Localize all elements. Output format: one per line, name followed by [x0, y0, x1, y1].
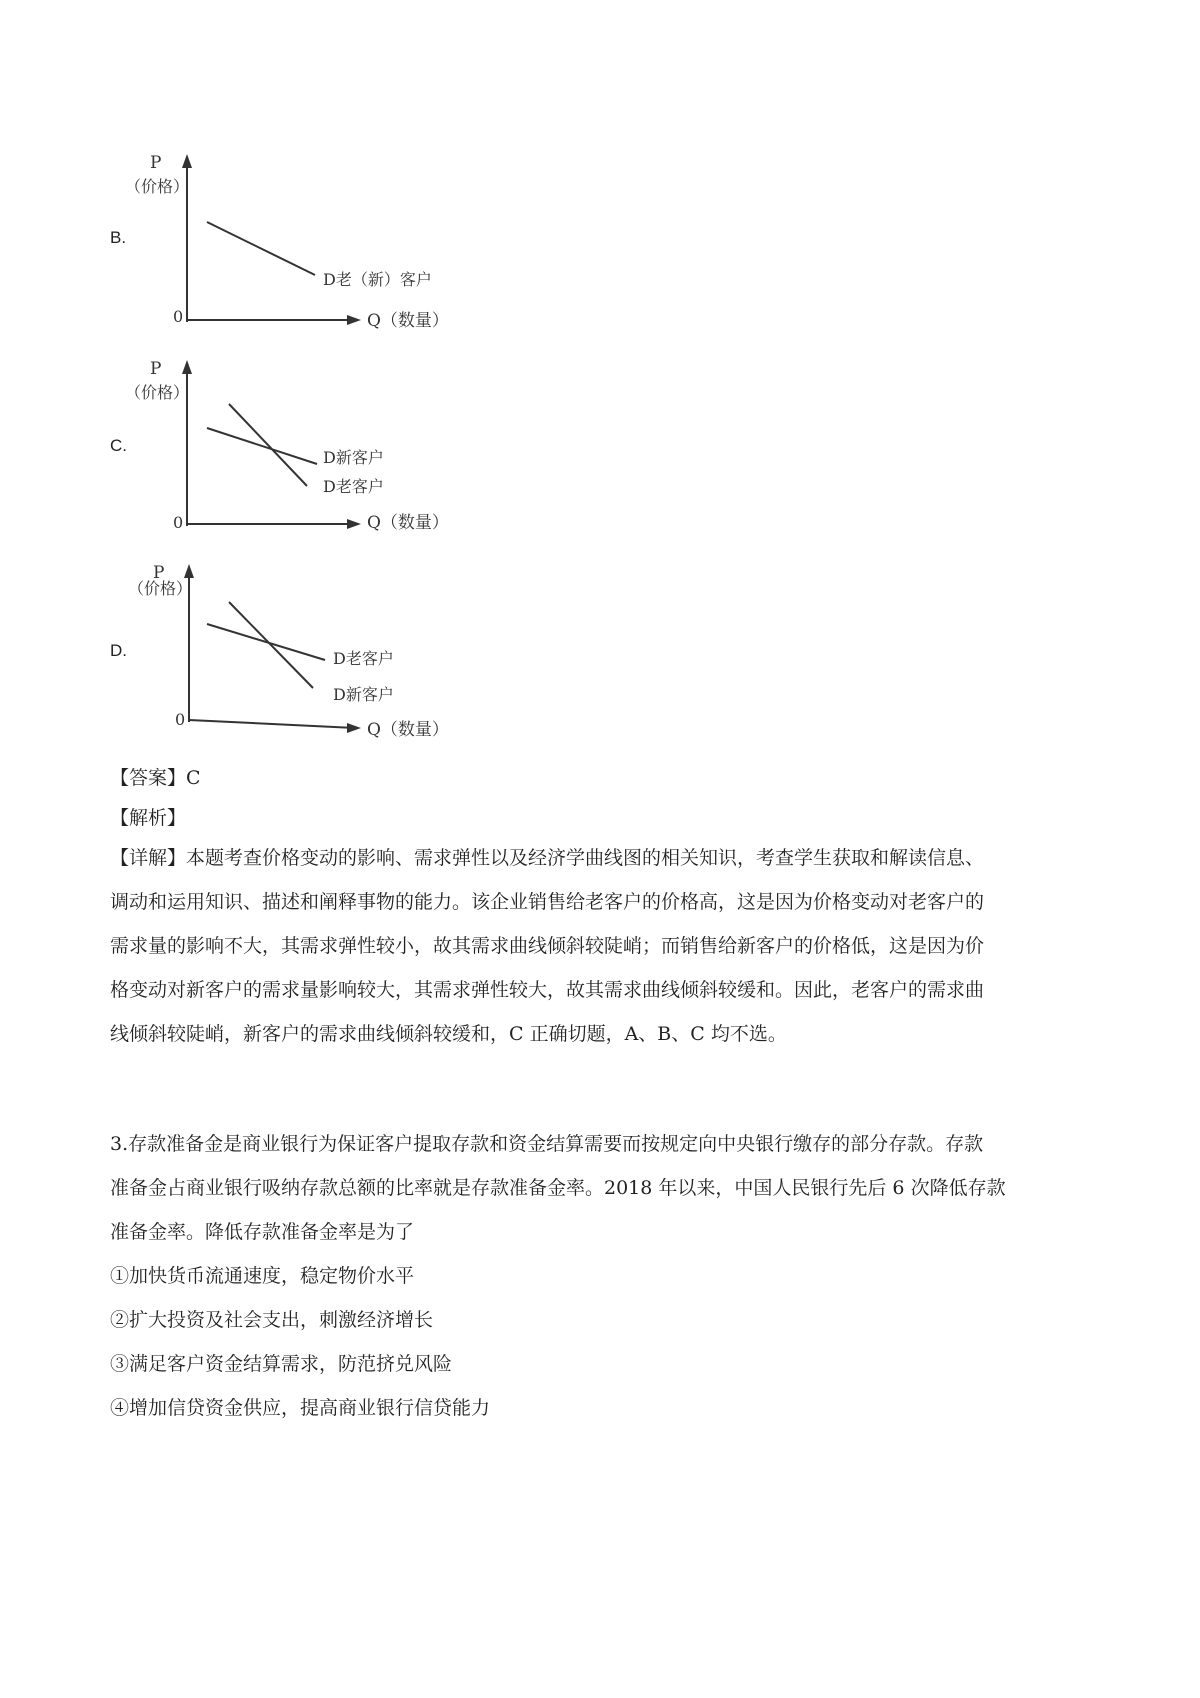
question-line: 准备金率。降低存款准备金率是为了	[110, 1221, 415, 1243]
answer-line: 【答案】C	[110, 767, 201, 789]
option-c-label: C.	[110, 436, 127, 455]
x-axis	[189, 720, 355, 728]
x-axis-arrow	[347, 723, 361, 733]
x-axis-label: Q（数量）	[367, 311, 449, 331]
detail-line: 【详解】本题考查价格变动的影响、需求弹性以及经济学曲线图的相关知识，考查学生获取和解读信息、	[110, 847, 985, 869]
y-axis-label: P	[153, 563, 165, 583]
y-axis-arrow	[182, 360, 192, 374]
x-axis-label: Q（数量）	[367, 513, 449, 533]
y-axis-unit: （价格）	[125, 383, 190, 402]
detail-line: 线倾斜较陡峭，新客户的需求曲线倾斜较缓和，C 正确切题，A、B、C 均不选。	[110, 1023, 787, 1045]
demand-curve-new-flat	[207, 428, 317, 464]
curve-label-new: D新客户	[323, 448, 384, 467]
question-line: 准备金占商业银行吸纳存款总额的比率就是存款准备金率。2018 年以来，中国人民银行先后 6 次降低存款	[110, 1177, 1006, 1199]
y-axis-unit: （价格）	[125, 177, 190, 196]
y-axis-arrow	[184, 564, 194, 578]
detail-line: 需求量的影响不大，其需求弹性较小，故其需求曲线倾斜较陡峭；而销售给新客户的价格低，这是因为价	[110, 935, 985, 957]
curve-label-old: D老客户	[323, 477, 384, 496]
choice-item: ①加快货币流通速度，稳定物价水平	[110, 1265, 415, 1287]
option-d-label: D.	[110, 641, 127, 660]
option-b-demand-chart	[125, 150, 505, 350]
option-d-graph	[125, 560, 505, 760]
demand-curve-old-new	[207, 222, 315, 275]
question-line: 3.存款准备金是商业银行为保证客户提取存款和资金结算需要而按规定向中央银行缴存的部分存款。存款	[110, 1133, 984, 1155]
detail-line: 调动和运用知识、描述和阐释事物的能力。该企业销售给老客户的价格高，这是因为价格变动对老客户的	[110, 891, 985, 913]
choice-item: ③满足客户资金结算需求，防范挤兑风险	[110, 1353, 453, 1375]
curve-label-old: D老客户	[333, 649, 394, 668]
curve-label-old-new: D老（新）客户	[323, 270, 432, 289]
option-c-graph	[125, 356, 505, 556]
choice-list	[110, 1254, 1100, 1430]
origin-label: 0	[173, 513, 184, 532]
option-b-label: B.	[110, 228, 127, 247]
origin-label: 0	[175, 710, 186, 729]
detail-paragraph	[110, 836, 1100, 1056]
analysis-heading: 【解析】	[110, 807, 187, 829]
y-axis-label: P	[150, 153, 162, 173]
choice-item: ④增加信贷资金供应，提高商业银行信贷能力	[110, 1397, 491, 1419]
question-3	[110, 1122, 1100, 1254]
y-axis-label: P	[150, 359, 162, 379]
choice-item: ②扩大投资及社会支出，刺激经济增长	[110, 1309, 434, 1331]
demand-curve-new-steep	[229, 602, 313, 688]
detail-line: 格变动对新客户的需求量影响较大，其需求弹性较大，故其需求曲线倾斜较缓和。因此，老客户的需求曲	[110, 979, 985, 1001]
y-axis-arrow	[182, 154, 192, 168]
x-axis-label: Q（数量）	[367, 720, 449, 740]
origin-label: 0	[173, 307, 184, 326]
y-axis-unit: （价格）	[128, 579, 193, 598]
curve-label-new: D新客户	[333, 685, 394, 704]
demand-curve-old-flat	[207, 624, 325, 660]
x-axis-arrow	[347, 519, 361, 529]
option-b-graph	[125, 150, 505, 350]
option-d-demand-chart	[125, 560, 505, 760]
demand-curve-old-steep	[229, 404, 307, 486]
x-axis-arrow	[347, 315, 361, 325]
option-c-demand-chart	[125, 356, 505, 556]
